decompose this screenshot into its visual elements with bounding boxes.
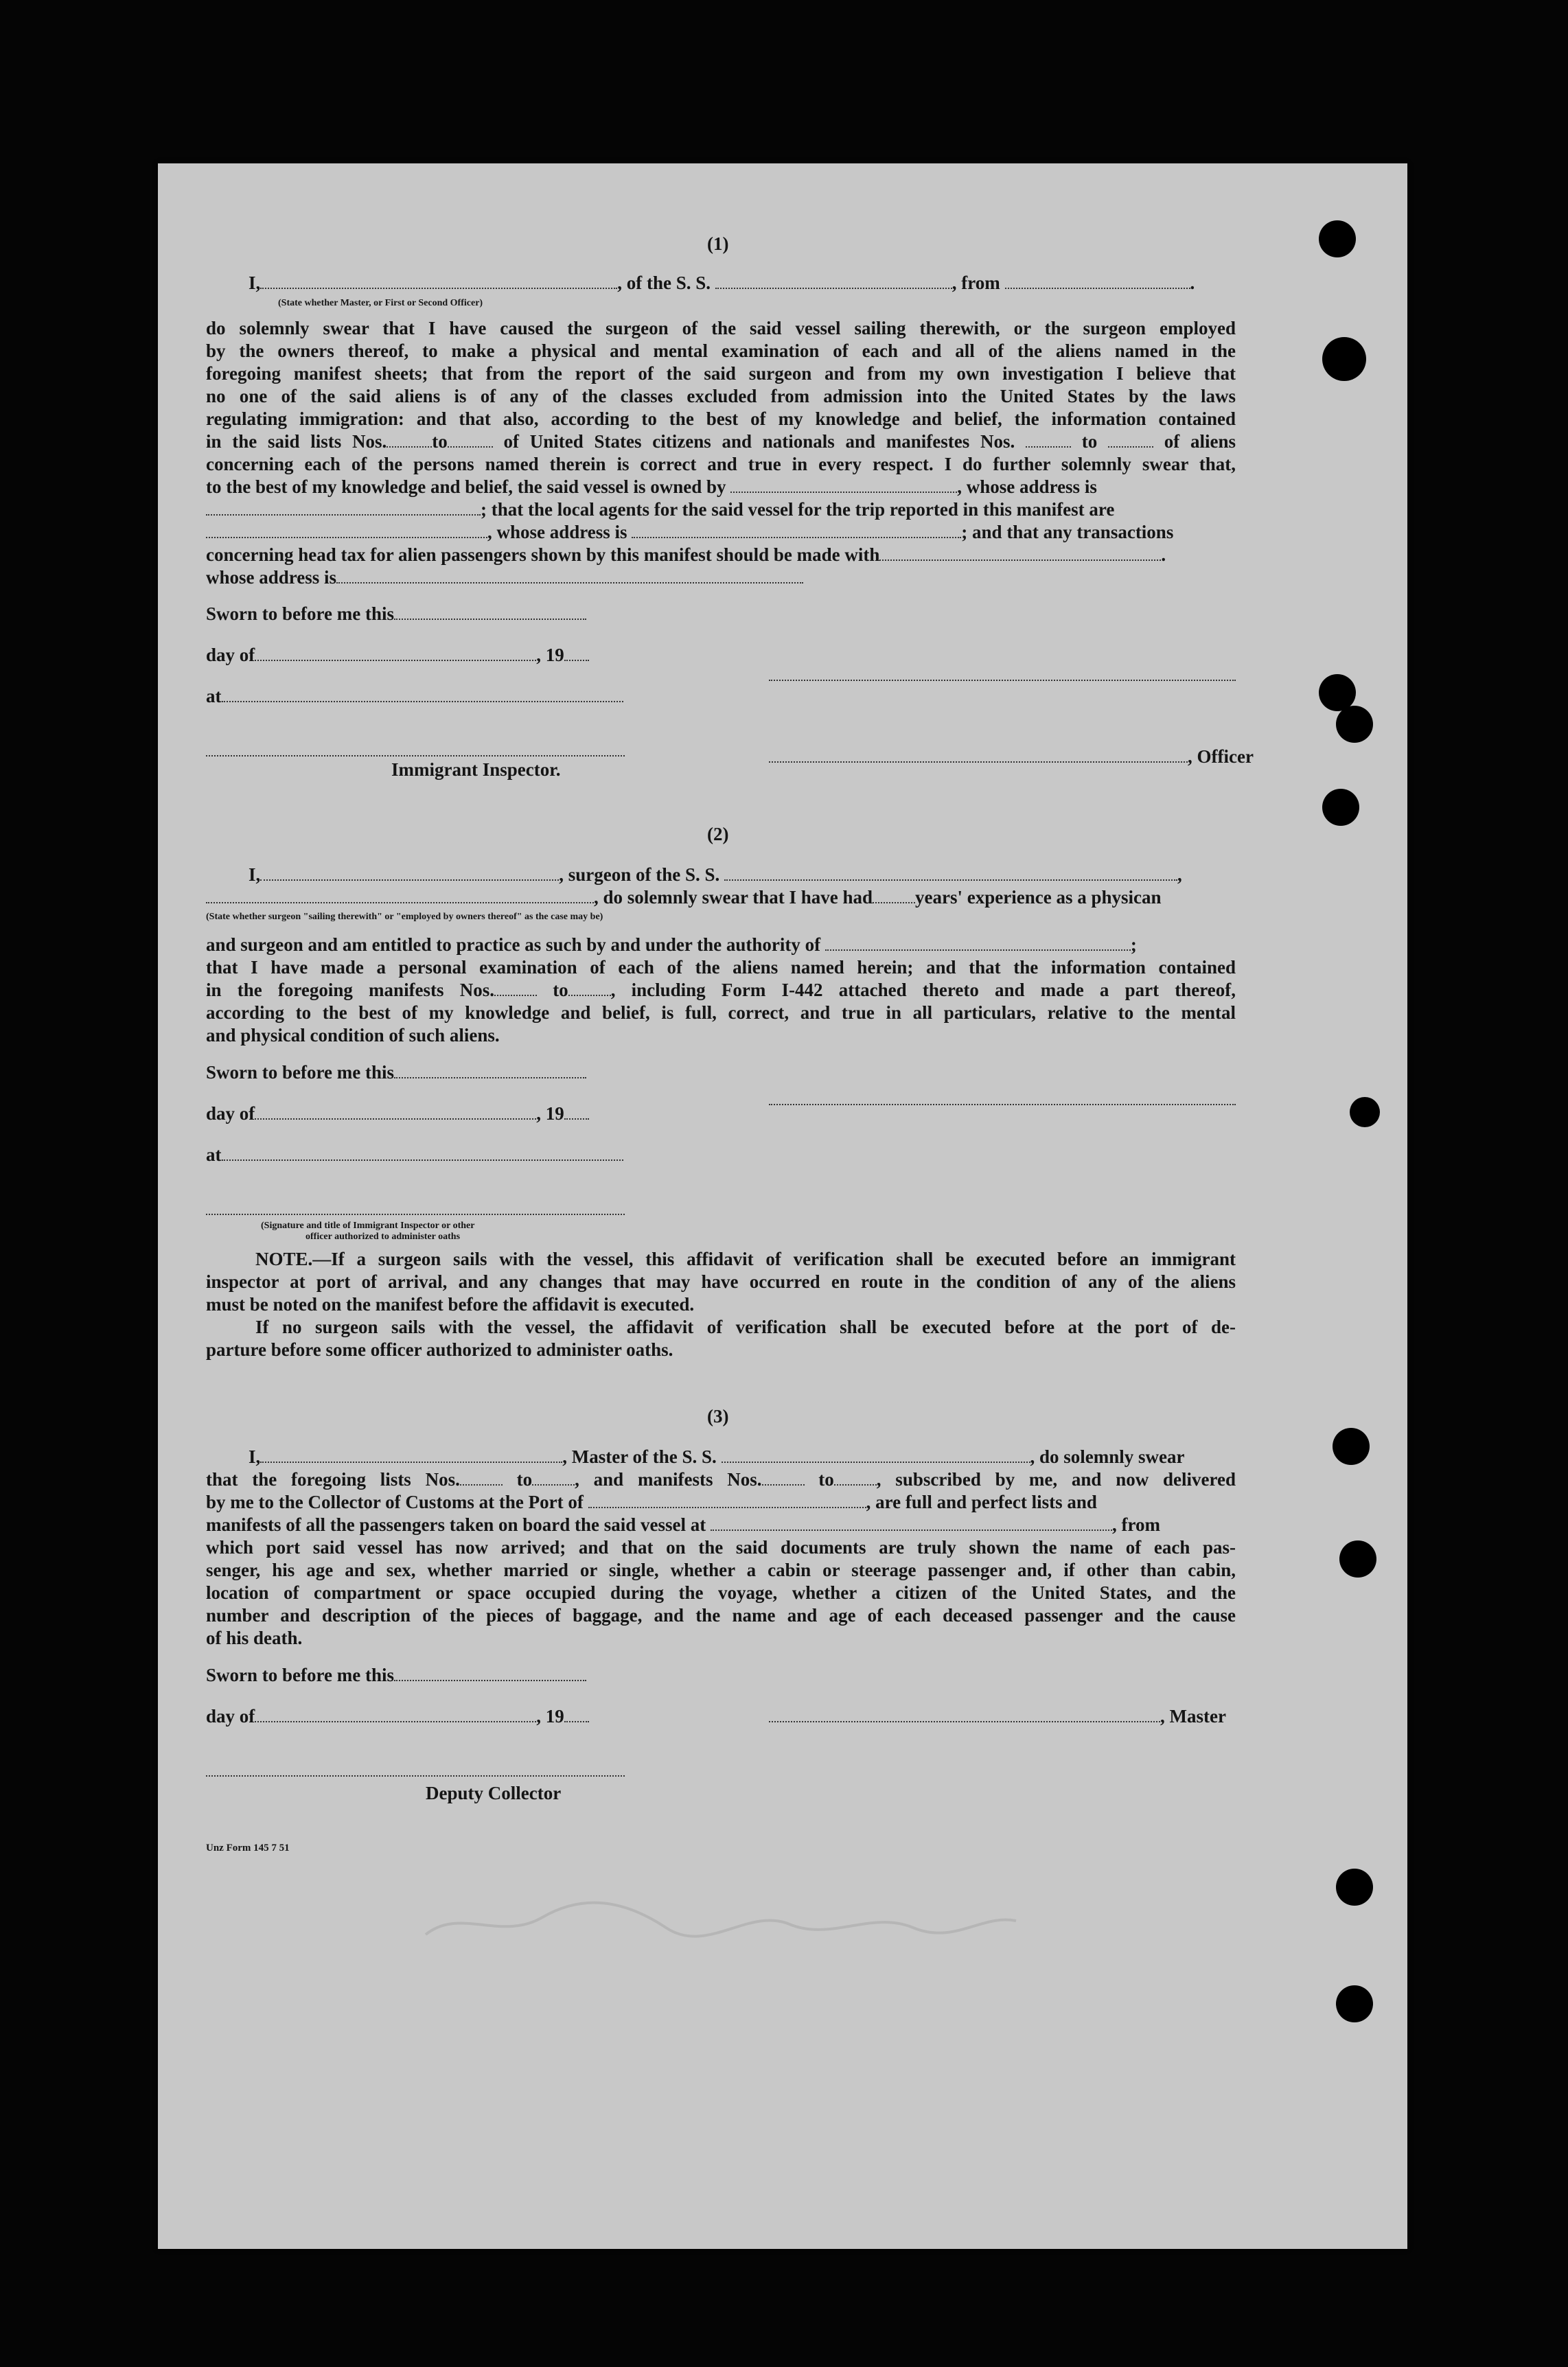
vessel-name-field[interactable] [715,275,952,289]
s2-manifests-from-field[interactable] [494,982,537,996]
s1-officer-field[interactable] [769,749,1188,763]
s2-inspector-line[interactable] [206,1214,625,1215]
note-line-1: NOTE.—If a surgeon sails with the vessel, this affidavit of verification shall be executed before an immigrant [255,1249,1236,1269]
s3-year-field[interactable] [564,1709,589,1722]
binder-hole [1322,789,1359,826]
port-of-arrival-field[interactable] [588,1494,866,1508]
binder-hole [1336,1869,1373,1906]
s1-line-12: ; that the local agents for the said vessel for the trip reported in this manifest are [206,498,1236,521]
local-agents-field[interactable] [206,524,487,538]
s2-sig-note-2: officer authorized to administer oaths [305,1232,461,1242]
owner-address-field[interactable] [206,502,481,516]
s3-line-4: manifests of all the passengers taken on board the said vessel at , from [206,1514,1160,1535]
years-experience-field[interactable] [873,890,915,903]
binder-hole [1339,1540,1376,1578]
practice-authority-field[interactable] [825,937,1131,951]
s2-sworn: Sworn to before me this [206,1061,1236,1084]
s2-sworn-date-field[interactable] [394,1065,586,1078]
s3-manifests-from-field[interactable] [762,1472,805,1486]
binder-hole [1336,706,1373,743]
s3-manifests-to-field[interactable] [834,1472,877,1486]
section-3-number: (3) [707,1406,729,1427]
master-name-field[interactable] [260,1449,562,1463]
agents-address-field[interactable] [632,524,961,538]
s1-line-15: whose address is [206,566,1236,589]
s2-line-5: in the foregoing manifests Nos. to , including Form I-442 attached thereto and made a part thereof, [206,980,1236,1000]
s3-deputy-label: Deputy Collector [426,1783,562,1803]
s1-body-5: regulating immigration: and that also, according to the best of my knowledge and belief, the information contained [206,408,1236,429]
s1-inspector-line[interactable] [206,755,625,757]
s3-line-3: by me to the Collector of Customs at the Port of , are full and perfect lists and [206,1492,1097,1512]
s1-day: day of , 19 [206,644,1236,667]
s2-line-4: that I have made a personal examination of each of the aliens named herein; and that the information contained [206,957,1236,978]
s3-sworn-date-field[interactable] [394,1667,586,1681]
manifests-to-field[interactable] [1108,434,1153,448]
s2-line-3: and surgeon and am entitled to practice as such by and under the authority of ; [206,934,1137,955]
s1-rank-note: (State whether Master, or First or Second Officer) [278,298,483,308]
s1-officer: , Officer [769,746,1249,768]
departure-port-field[interactable] [1005,275,1190,289]
handwritten-scrawl [419,1880,1023,1955]
vessel-owner-field[interactable] [730,479,957,493]
s2-at: at [206,1144,1236,1166]
s1-line-9: in the said lists Nos. to of United States citizens and nationals and manifestes Nos. to of aliens [206,431,1236,452]
s1-inspector-label: Immigrant Inspector. [391,759,561,780]
manifests-from-field[interactable] [1026,434,1071,448]
s3-master: , Master [769,1705,1249,1728]
s2-line-1: I, , surgeon of the S. S. , [249,864,1182,885]
s1-line-11: to the best of my knowledge and belief, the said vessel is owned by , whose address is [206,476,1097,497]
binder-hole [1336,1985,1373,2022]
s2-sig-note-1: (Signature and title of Immigrant Inspector or other [261,1221,475,1231]
s3-day: day of , 19 [206,1705,1236,1728]
s3-body-3: location of compartment or space occupied during the voyage, whether a citizen of the United States, and the [206,1582,1236,1603]
master-signature-field[interactable] [769,1709,1160,1722]
s3-line-1: I, , Master of the S. S. , do solemnly swear [249,1446,1185,1467]
note-line-2: inspector at port of arrival, and any changes that may have occurred en route in the condition of any of the aliens [206,1271,1236,1292]
s2-line-7: and physical condition of such aliens. [206,1025,500,1046]
s1-body-4: no one of the said aliens is of any of the classes excluded from admission into the United States by the laws [206,386,1236,406]
s1-body-1: do solemnly swear that I have caused the surgeon of the said vessel sailing therewith, or the surgeon employed [206,318,1236,338]
s3-body-2: senger, his age and sex, whether married or single, whether a cabin or steerage passenger and, if other than cabin, [206,1560,1236,1580]
s1-line-14: concerning head tax for alien passengers shown by this manifest should be made with . [206,544,1166,565]
s1-year-field[interactable] [564,647,589,661]
s3-day-field[interactable] [255,1709,536,1722]
s3-deputy-line[interactable] [206,1775,625,1777]
s3-body-4: number and description of the pieces of baggage, and the name and age of each deceased passenger and the cause [206,1605,1236,1626]
s3-line-2: that the foregoing lists Nos. to , and manifests Nos. to , subscribed by me, and now delivered [206,1469,1236,1490]
s1-line-1: I, , of the S. S. , from . [249,273,1195,293]
surgeon-capacity-field[interactable] [206,890,594,903]
s3-sworn: Sworn to before me this [206,1664,1236,1687]
s3-body-1: which port said vessel has now arrived; and that on the said documents are truly shown the name of each pas- [206,1537,1236,1558]
note-line-5: parture before some officer authorized to administer oaths. [206,1339,673,1360]
s1-day-field[interactable] [255,647,536,661]
s1-body-2: by the owners thereof, to make a physical and mental examination of each and all of the aliens named in the [206,340,1236,361]
s2-capacity-note: (State whether surgeon "sailing therewith" or "employed by owners thereof" as the case may be) [206,912,603,922]
binder-hole [1322,337,1366,381]
surgeon-name-field[interactable] [260,867,559,881]
binder-hole [1333,1428,1370,1465]
s1-signature-line[interactable] [769,680,1236,681]
section-2-number: (2) [707,824,729,844]
lists-from-field[interactable] [387,434,432,448]
binder-hole [1350,1097,1380,1127]
form-page [158,163,1407,2249]
s1-at: at [206,685,1236,708]
section-1-number: (1) [707,233,729,254]
s3-vessel-field[interactable] [722,1449,1030,1463]
s2-place-field[interactable] [222,1147,623,1161]
s1-line-10: concerning each of the persons named therein is correct and true in every respect. I do further solemnly swear that, [206,454,1236,474]
s3-lists-from-field[interactable] [460,1472,503,1486]
officer-rank-field[interactable] [260,275,617,289]
s3-lists-to-field[interactable] [532,1472,575,1486]
note-line-4: If no surgeon sails with the vessel, the affidavit of verification shall be executed before at the port of de- [255,1317,1236,1337]
s2-line-6: according to the best of my knowledge and belief, is full, correct, and true in all particulars, relative to the mental [206,1002,1236,1023]
form-number: Unz Form 145 7 51 [206,1843,290,1854]
embarkation-port-field[interactable] [711,1517,1112,1531]
s2-day: day of , 19 [206,1102,1236,1125]
s2-manifests-to-field[interactable] [568,982,611,996]
s2-line-2: , do solemnly swear that I have had years' experience as a physican [206,886,1236,909]
s1-place-field[interactable] [222,689,623,702]
s1-sworn: Sworn to before me this [206,603,1236,625]
note-line-3: must be noted on the manifest before the affidavit is executed. [206,1294,695,1315]
s1-line-13: , whose address is ; and that any transactions [206,521,1236,544]
s2-year-field[interactable] [564,1106,589,1120]
lists-to-field[interactable] [448,434,493,448]
s2-vessel-field[interactable] [724,867,1177,881]
head-tax-party-field[interactable] [879,547,1161,561]
s1-body-3: foregoing manifest sheets; that from the report of the said surgeon and from my own investigation I believe that [206,363,1236,384]
s1-sworn-date-field[interactable] [394,606,586,620]
head-tax-address-field[interactable] [336,570,803,584]
binder-hole [1319,220,1356,257]
s2-day-field[interactable] [255,1106,536,1120]
s3-body-5: of his death. [206,1628,303,1648]
